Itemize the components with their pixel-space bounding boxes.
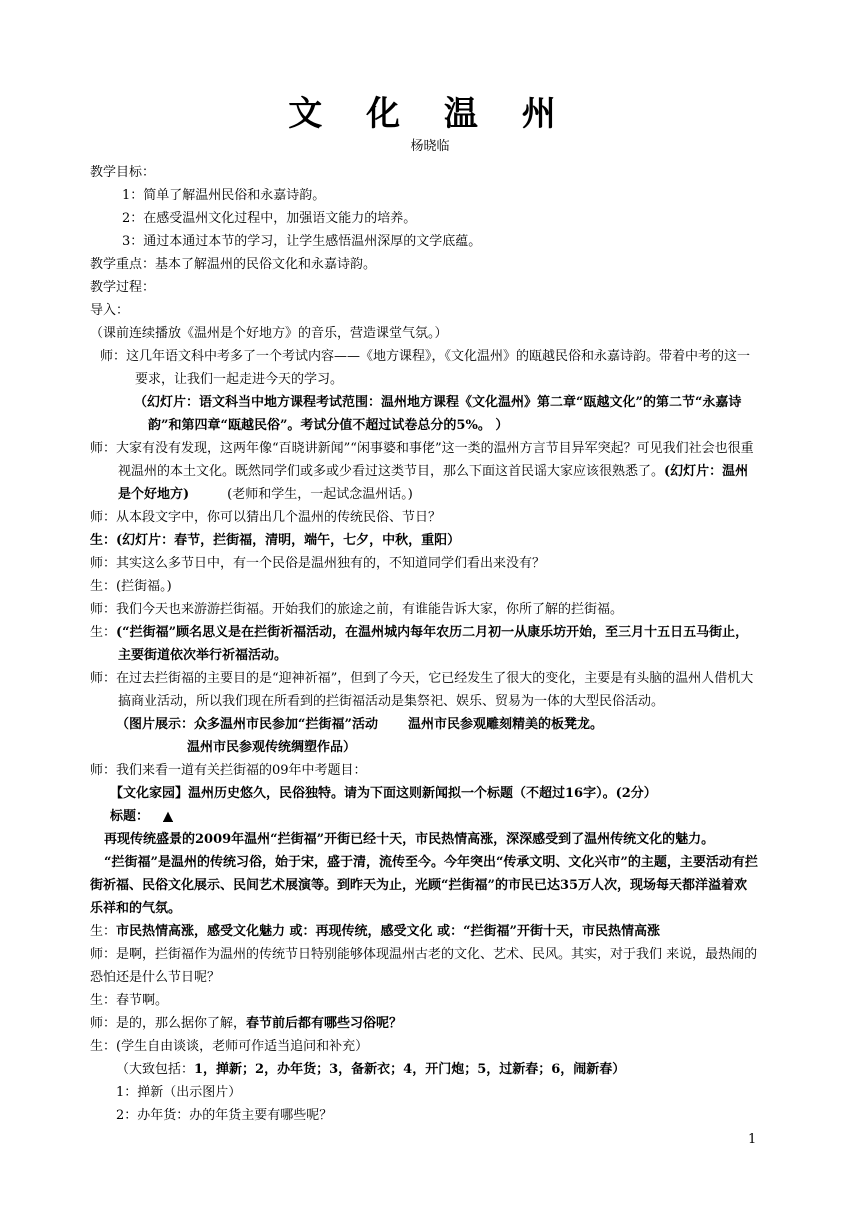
teacher-question: 春节前后都有哪些习俗呢？ [246,1016,403,1031]
page-number: 1 [748,1132,757,1147]
goal-item: 1：简单了解温州民俗和永嘉诗韵。 [122,188,326,203]
customs-items: 1，掸新；2，办年货；3，备新衣；4，开门炮；5，过新春；6，闹新春） [194,1062,626,1077]
document-author: 杨晓临 [410,139,450,154]
news-paragraph: 再现传统盛景的2009年温州“拦街福”开街已经十天，市民热情高涨，深深感受到了温州传统文化的魅力。 [104,832,715,847]
teacher-line: 师：我们今天也来游游拦街福。开始我们的旅途之前，有谁能告诉大家，你所了解的拦街福。 [90,602,624,617]
customs-list [90,1058,758,1081]
focus-line: 教学重点：基本了解温州的民俗文化和永嘉诗韵。 [90,257,377,272]
speaker-label: 生： [90,625,117,640]
teacher-line: 师：在过去拦街福的主要目的是“迎神祈福”，但到了今天，它已经发生了很大的变化，主要是有头脑的温州人借机大搞商业活动，所以我们现在所看到的拦街福活动是集祭祀、娱乐、贸易为一体的大型民俗活动。 [90,671,754,709]
intro-heading: 导入： [90,303,130,318]
picture-caption: 温州市民参观传统绸塑作品） [187,740,357,755]
teacher-line: 师：从本段文字中，你可以猜出几个温州的传统民俗、节日？ [90,510,442,525]
stage-direction: (老师和学生，一起试念温州话。) [227,487,413,502]
teacher-line: 师：这几年语文科中考多了一个考试内容——《地方课程》，《文化温州》的瓯越民俗和永嘉诗韵。带着中考的这一要求，让我们一起走进今天的学习。 [100,349,751,387]
slide-note: (幻灯片：温州是个好地方) [118,464,749,502]
student-line [90,621,758,667]
exam-title-label: 标题： [110,809,150,824]
teacher-line: 师：是啊，拦街福作为温州的传统节日特别能够体现温州古老的文化、艺术、民风。其实，对于我们 来说，最热闹的恐怕还是什么节日呢？ [90,947,758,985]
news-paragraph: “拦街福”是温州的传统习俗，始于宋，盛于清，流传至今。今年突出“传承文明、文化兴市”的主题，主要活动有拦街祈福、民俗文化展示、民间艺术展演等。到昨天为止，光顾“拦街福”的市民已达35万人次，现场每天都洋溢着欢乐祥和的气氛。 [90,855,758,916]
process-heading: 教学过程： [90,280,156,295]
document-body [90,161,758,1127]
stage-direction: （课前连续播放《温州是个好地方》的音乐，营造课堂气氛。） [90,326,448,341]
picture-note [90,713,758,736]
teacher-line: 师：其实这么多节日中，有一个民俗是温州独有的，不知道同学们看出来没有？ [90,556,546,571]
picture-caption: （图片展示：众多温州市民参加“拦街福”活动 [116,717,378,732]
student-line [90,920,758,943]
exam-title-line [90,805,758,828]
slide-note: （幻灯片：语文科当中地方课程考试范围：温州地方课程《文化温州》第二章“瓯越文化”的第二节“永嘉诗韵”和第四章“瓯越民俗”。考试分值不超过试卷总分的5%。 ） [134,395,742,433]
student-line: 生：(拦街福。) [90,579,172,594]
student-text: (“拦街福”顾名思义是在拦街祈福活动，在温州城内每年农历二月初一从康乐坊开始，至三月十五日五马街止，主要街道依次举行祈福活动。 [116,625,749,663]
customs-intro: （大致包括： [116,1062,195,1077]
student-text: 市民热情高涨，感受文化魅力 或：再现传统，感受文化 或：“拦街福”开街十天，市民热情高涨 [116,924,661,939]
goals-heading: 教学目标： [90,165,156,180]
answer-blank: ▲ [163,809,174,824]
speaker-label: 生： [90,924,117,939]
goal-item: 2：在感受温州文化过程中，加强语文能力的培养。 [122,211,417,226]
picture-caption: 温州市民参观雕刻精美的板凳龙。 [407,717,603,732]
teacher-text: 师：大家有没有发现，这两年像“百晓讲新闻”“闲事婆和事佬”这一类的温州方言节目异军突起？可见我们社会也很重视温州的本土文化。既然同学们或多或少看过这类节目，那么下面这首民谣大家应该很熟悉了。 [90,441,754,479]
custom-item: 2：办年货：办的年货主要有哪些呢？ [116,1108,333,1123]
teacher-line: 师：我们来看一道有关拦街福的09年中考题目： [90,763,367,778]
teacher-line [90,437,758,506]
goal-item: 3：通过本通过本节的学习，让学生感悟温州深厚的文学底蕴。 [122,234,482,249]
student-line: 生：(幻灯片：春节，拦街福，清明，端午，七夕，中秋，重阳） [90,533,461,548]
teacher-text: 师：是的，那么据你了解， [90,1016,247,1031]
document-title: 文 化 温 州 [288,94,572,134]
student-line: 生：(学生自由谈谈，老师可作适当追问和补充） [90,1039,369,1054]
exam-question: 【文化家园】温州历史悠久，民俗独特。请为下面这则新闻拟一个标题（不超过16字）。(2分） [110,786,657,801]
custom-item: 1：掸新（出示图片） [116,1085,242,1100]
student-line: 生：春节啊。 [90,993,169,1008]
teacher-line [90,1012,758,1035]
